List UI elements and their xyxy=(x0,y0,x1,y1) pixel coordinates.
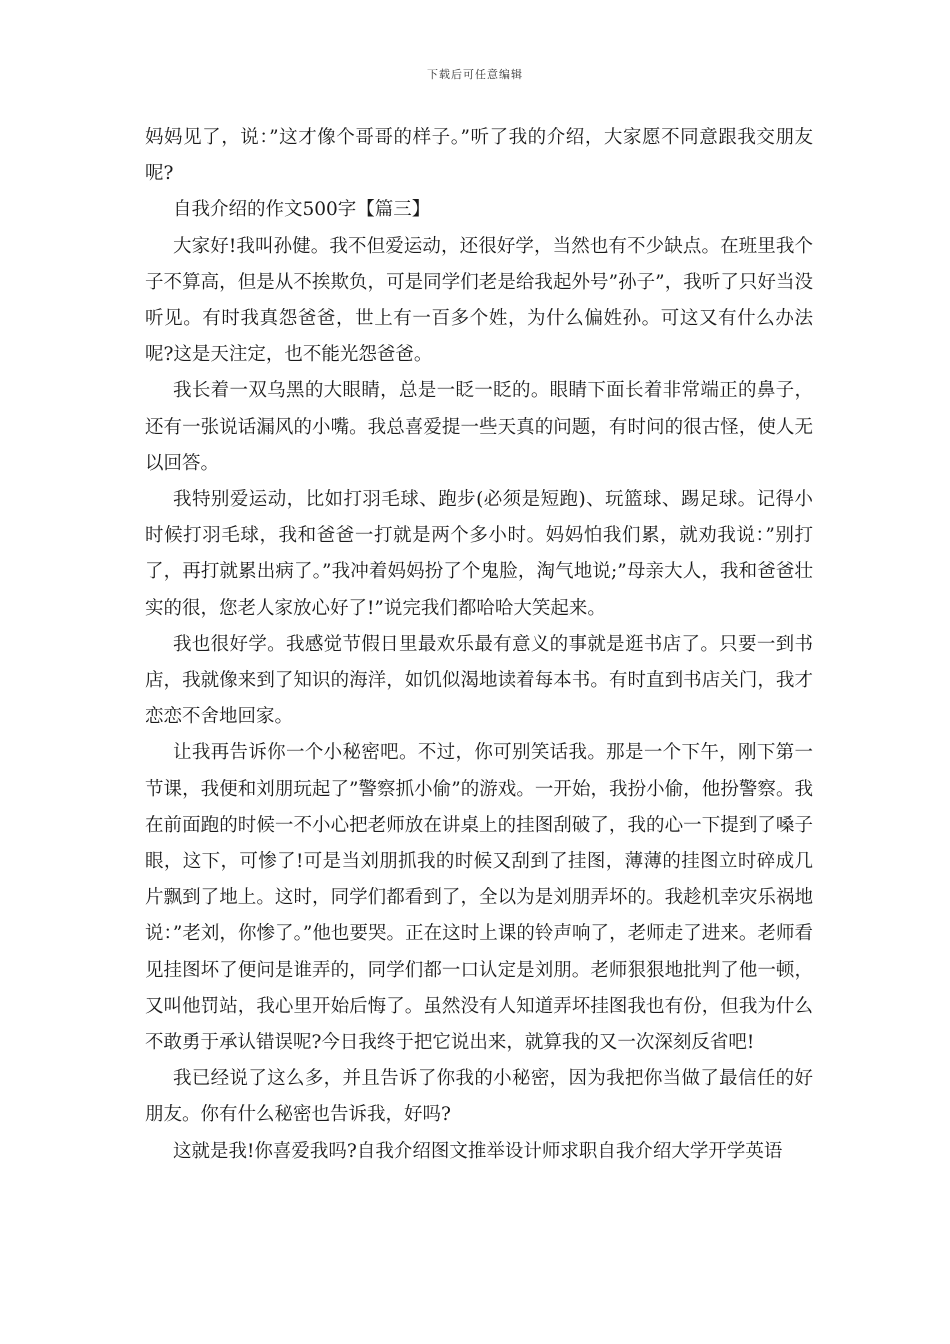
paragraph-6: 我也很好学。我感觉节假日里最欢乐最有意义的事就是逛书店了。只要一到书店，我就像来到了知识的海洋，如饥似渴地读着每本书。有时直到书店关门，我才恋恋不舍地回家。 xyxy=(145,633,813,728)
page-header: 下载后可任意编辑 xyxy=(427,68,523,81)
paragraph-9: 这就是我!你喜爱我吗?自我介绍图文推举设计师求职自我介绍大学开学英语 xyxy=(173,1140,783,1162)
paragraph-8: 我已经说了这么多，并且告诉了你我的小秘密，因为我把你当做了最信任的好朋友。你有什么秘密也告诉我，好吗? xyxy=(145,1068,813,1126)
paragraph-4: 我长着一双乌黑的大眼睛，总是一眨一眨的。眼睛下面长着非常端正的鼻子，还有一张说话漏风的小嘴。我总喜爱提一些天真的问题，有时问的很古怪，使人无以回答。 xyxy=(145,380,813,474)
paragraph-5: 我特别爱运动，比如打羽毛球、跑步(必须是短跑)、玩篮球、踢足球。记得小时候打羽毛球，我和爸爸一打就是两个多小时。妈妈怕我们累，就劝我说：”别打了，再打就累出病了。”我冲着妈妈扮了个鬼脸，淘气地说;”母亲大人，我和爸爸壮实的很，您老人家放心好了!”说完我们都哈哈大笑起来。 xyxy=(145,489,813,619)
section-heading: 自我介绍的作文500字【篇三】 xyxy=(173,199,431,221)
paragraph-3: 大家好!我叫孙健。我不但爱运动，还很好学，当然也有不少缺点。在班里我个子不算高，但是从不挨欺负，可是同学们老是给我起外号”孙子”，我听了只好当没听见。有时我真怨爸爸，世上有一百多个姓，为什么偏姓孙。可这又有什么办法呢?这是天注定，也不能光怨爸爸。 xyxy=(145,235,813,366)
document-body xyxy=(145,120,813,1170)
paragraph-1: 妈妈见了，说：”这才像个哥哥的样子。”听了我的介绍，大家愿不同意跟我交朋友呢? xyxy=(145,127,813,185)
paragraph-7: 让我再告诉你一个小秘密吧。不过，你可别笑话我。那是一个下午，刚下第一节课，我便和刘朋玩起了”警察抓小偷”的游戏。一开始，我扮小偷，他扮警察。我在前面跑的时候一不小心把老师放在讲桌上的挂图刮破了，我的心一下提到了嗓子眼，这下，可惨了!可是当刘朋抓我的时候又刮到了挂图，薄薄的挂图立时碎成几片飘到了地上。这时，同学们都看到了，全以为是刘朋弄坏的。我趁机幸灾乐祸地说：”老刘，你惨了。”他也要哭。正在这时上课的铃声响了，老师走了进来。老师看见挂图坏了便问是谁弄的，同学们都一口认定是刘朋。老师狠狠地批判了他一顿，又叫他罚站，我心里开始后悔了。虽然没有人知道弄坏挂图我也有份，但我为什么不敢勇于承认错误呢?今日我终于把它说出来，就算我的又一次深刻反省吧! xyxy=(145,742,813,1054)
